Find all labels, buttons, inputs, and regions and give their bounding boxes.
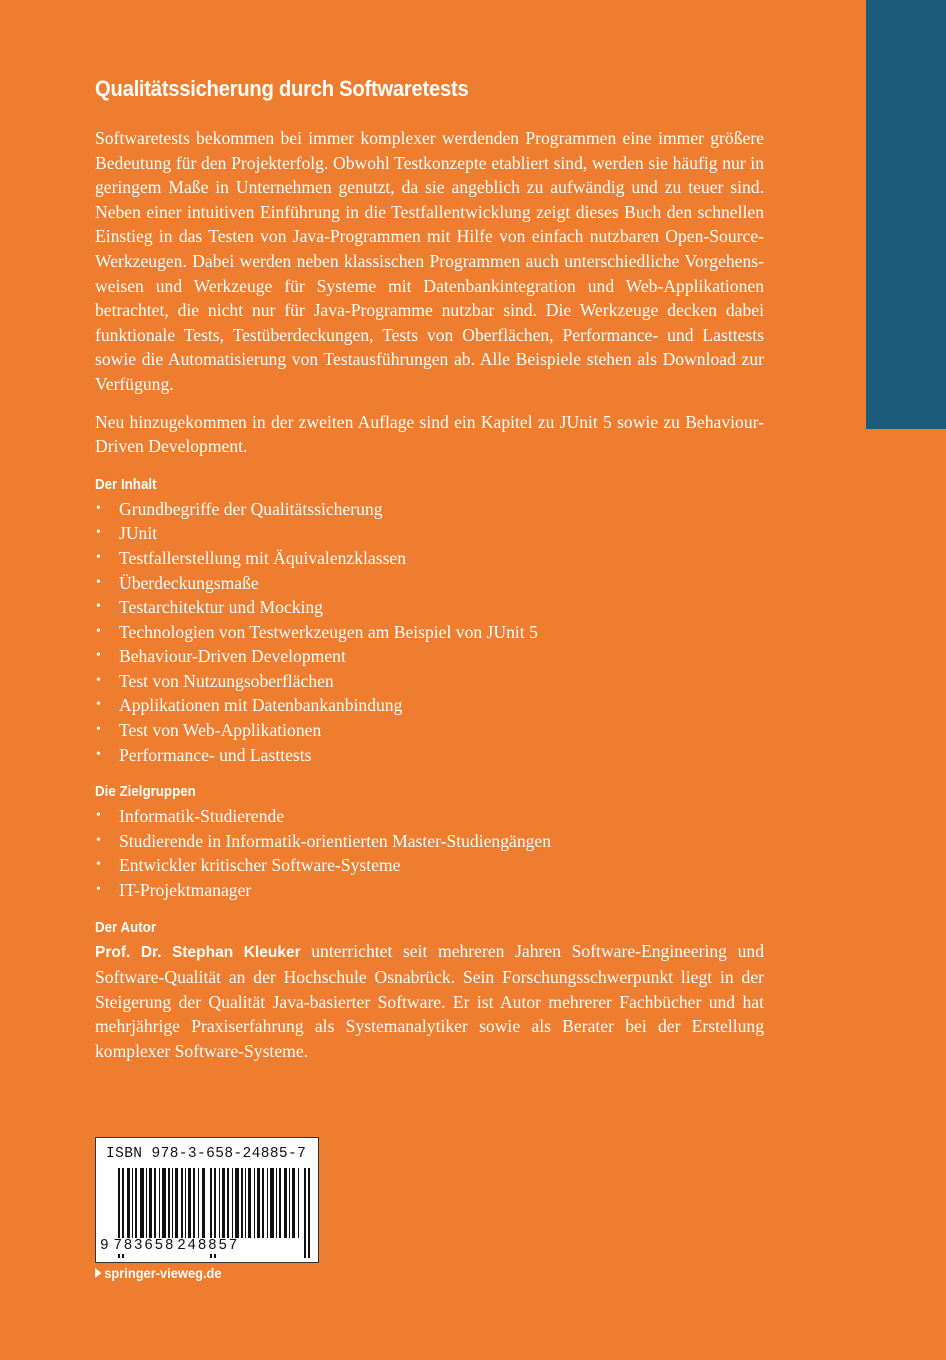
bullet-icon: •	[96, 599, 101, 615]
list-item: • Studierende in Informatik-orientierten Master-Studiengängen	[95, 829, 764, 854]
barcode-digits: 9 783658 248857	[100, 1238, 239, 1254]
list-item: • Testfallerstellung mit Äquivalenzklassen	[95, 546, 764, 571]
bullet-icon: •	[96, 722, 101, 738]
isbn-barcode	[95, 1137, 319, 1263]
list-item: • Technologien von Testwerkzeugen am Beispiel von JUnit 5	[95, 620, 764, 645]
list-item: • Performance- und Lasttests	[95, 743, 764, 768]
list-item: • Grundbegriffe der Qualitätssicherung	[95, 497, 764, 522]
contents-heading: Der Inhalt	[95, 476, 157, 493]
bullet-icon: •	[96, 648, 101, 664]
audience-heading: Die Zielgruppen	[95, 784, 196, 801]
author-paragraph	[95, 939, 764, 1064]
list-item: • Behaviour-Driven Development	[95, 644, 764, 669]
bullet-icon: •	[96, 857, 101, 873]
list-item: • JUnit	[95, 521, 764, 546]
list-item: • Entwickler kritischer Software-Systeme	[95, 853, 764, 878]
bullet-icon: •	[96, 697, 101, 713]
list-item: • Testarchitektur und Mocking	[95, 595, 764, 620]
list-item: • Applikationen mit Datenbankanbindung	[95, 693, 764, 718]
bullet-icon: •	[96, 623, 101, 639]
bullet-icon: •	[96, 832, 101, 848]
bullet-icon: •	[96, 549, 101, 565]
bullet-icon: •	[96, 574, 101, 590]
bullet-icon: •	[96, 746, 101, 762]
bullet-icon: •	[96, 882, 101, 898]
spine-color-band	[866, 0, 946, 429]
isbn-label: ISBN 978-3-658-24885-7	[106, 1146, 307, 1162]
publisher-link[interactable]: springer-vieweg.de	[95, 1263, 222, 1283]
list-item: • Test von Web-Applikationen	[95, 718, 764, 743]
edition-note-paragraph: Neu hinzugekommen in der zweiten Auflage sind ein Kapitel zu JUnit 5 sowie zu Behaviour-Driven Development.	[95, 411, 764, 457]
list-item: • IT-Projektmanager	[95, 878, 764, 903]
list-item: • Informatik-Studierende	[95, 804, 764, 829]
contents-list	[95, 497, 764, 768]
back-cover-text	[95, 70, 764, 1064]
list-item: • Test von Nutzungsoberflächen	[95, 669, 764, 694]
bullet-icon: •	[96, 672, 101, 688]
intro-paragraph: Softwaretests bekommen bei immer komplexer werdenden Programmen eine immer größere Bedeutung für den Projekterfolg. Obwohl Testkonzepte etabliert sind, werden sie häufig nur in geringem Maße in Unternehmen genutzt, da sie angeblich zu aufwändig und zu teuer sind. Neben einer intuitiven Einführung in die Testfallentwicklung zeigt dieses Buch den schnellen Einstieg in das Testen von Java-Programmen mit Hilfe von einfach nutzbaren Open-Source-Werkzeugen. Dabei werden neben klassischen Programmen auch unterschiedliche Vorgehensweisen und Werkzeuge für Systeme mit Datenbankintegration und Web-Applikationen betrachtet, die nicht nur für Java-Programme nutzbar sind. Die Werkzeuge decken dabei funktionale Tests, Testüberdeckungen, Tests von Oberflächen, Performance- und Lasttests sowie die Automatisierung von Testausführungen ab. Alle Beispiele stehen als Download zur Verfügung.	[95, 128, 764, 394]
book-title: Qualitätssicherung durch Softwaretests	[95, 76, 469, 101]
author-heading: Der Autor	[95, 919, 157, 936]
bullet-icon: •	[96, 525, 101, 541]
arrow-right-icon	[95, 1268, 101, 1278]
list-item: • Überdeckungsmaße	[95, 571, 764, 596]
bullet-icon: •	[96, 500, 101, 516]
author-name: Prof. Dr. Stephan Kleuker	[95, 943, 301, 961]
author-bio: unterrichtet seit mehreren Jahren Software-Engineering und Software-Qualität an der Hochschule Osnabrück. Sein Forschungsschwerpunkt liegt in der Steigerung der Qualität Java-basierter Software. Er ist Autor mehrerer Fachbücher und hat mehrjährige Praxiserfahrung als Systemanalytiker sowie als Berater bei der Erstellung komplexer Software-Systeme.	[95, 940, 764, 1061]
bullet-icon: •	[96, 808, 101, 824]
audience-list	[95, 804, 764, 902]
